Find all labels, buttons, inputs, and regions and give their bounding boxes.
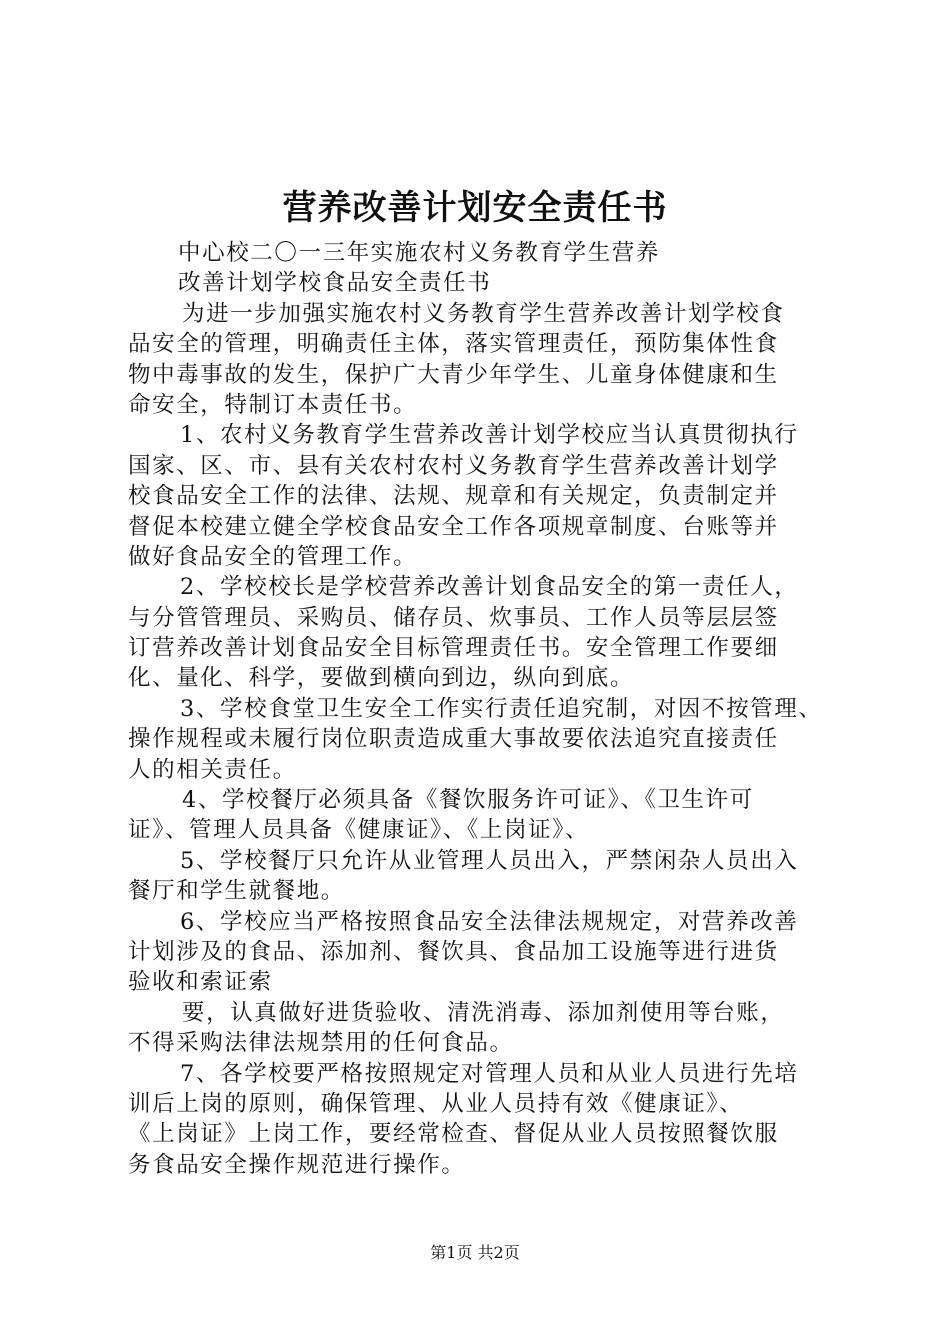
paragraph-line: 餐厅和学生就餐地。 <box>128 878 345 905</box>
paragraph-line: 要，认真做好进货验收、清洗消毒、添加剂使用等台账， <box>182 999 785 1026</box>
subtitle-line-2: 改善计划学校食品安全责任书 <box>178 270 492 297</box>
paragraph-line: 督促本校建立健全学校食品安全工作各项规章制度、台账等并 <box>128 513 779 540</box>
paragraph-line: 与分管管理员、采购员、储存员、炊事员、工作人员等层层签 <box>128 604 779 631</box>
paragraph-line: 化、量化、科学，要做到横向到边，纵向到底。 <box>128 665 635 692</box>
paragraph-line: 证》、管理人员具备《健康证》、《上岗证》、 <box>128 817 590 844</box>
paragraph-line: 4、学校餐厅必须具备《餐饮服务许可证》、《卫生许可 <box>182 787 754 814</box>
paragraph-line: 校食品安全工作的法律、法规、规章和有关规定，负责制定并 <box>128 483 779 510</box>
paragraph-line: 验收和索证索 <box>128 969 273 996</box>
paragraph-line: 做好食品安全的管理工作。 <box>128 543 418 570</box>
page-number: 第1页 共2页 <box>430 1243 520 1262</box>
paragraph-line: 训后上岗的原则，确保管理、从业人员持有效《健康证》、 <box>128 1090 744 1117</box>
paragraph-line: 为进一步加强实施农村义务教育学生营养改善计划学校食 <box>182 300 785 327</box>
paragraph-line: 务食品安全操作规范进行操作。 <box>128 1151 466 1178</box>
paragraph-line: 人的相关责任。 <box>128 756 297 783</box>
subtitle-line-1: 中心校二〇一三年实施农村义务教育学生营养 <box>178 240 661 266</box>
paragraph-line: 7、各学校要严格按照规定对管理人员和从业人员进行先培 <box>180 1060 799 1087</box>
paragraph-line: 1、农村义务教育学生营养改善计划学校应当认真贯彻执行 <box>180 422 799 449</box>
paragraph-line: 订营养改善计划食品安全目标管理责任书。安全管理工作要细 <box>128 635 779 662</box>
paragraph-line: 5、学校餐厅只允许从业管理人员出入，严禁闲杂人员出入 <box>180 847 799 874</box>
paragraph-line: 品安全的管理，明确责任主体，落实管理责任，预防集体性食 <box>128 331 779 358</box>
paragraph-line: 2、学校校长是学校营养改善计划食品安全的第一责任人， <box>180 574 799 601</box>
paragraph-line: 命安全，特制订本责任书。 <box>128 391 418 418</box>
paragraph-line: 物中毒事故的发生，保护广大青少年学生、儿童身体健康和生 <box>128 361 779 388</box>
paragraph-line: 操作规程或未履行岗位职责造成重大事故要依法追究直接责任 <box>128 726 779 753</box>
paragraph-line: 国家、区、市、县有关农村农村义务教育学生营养改善计划学 <box>128 452 779 479</box>
paragraph-line: 计划涉及的食品、添加剂、餐饮具、食品加工设施等进行进货 <box>128 938 779 965</box>
paragraph-line: 不得采购法律法规禁用的任何食品。 <box>128 1030 514 1057</box>
paragraph-line: 6、学校应当严格按照食品安全法律法规规定，对营养改善 <box>180 908 799 935</box>
document-body <box>128 238 844 1180</box>
paragraph-line: 《上岗证》上岗工作，要经常检查、督促从业人员按照餐饮服 <box>128 1121 779 1148</box>
document-title: 营养改善计划安全责任书 <box>282 188 668 228</box>
paragraph-line: 3、学校食堂卫生安全工作实行责任追究制，对因不按管理、 <box>180 695 823 722</box>
